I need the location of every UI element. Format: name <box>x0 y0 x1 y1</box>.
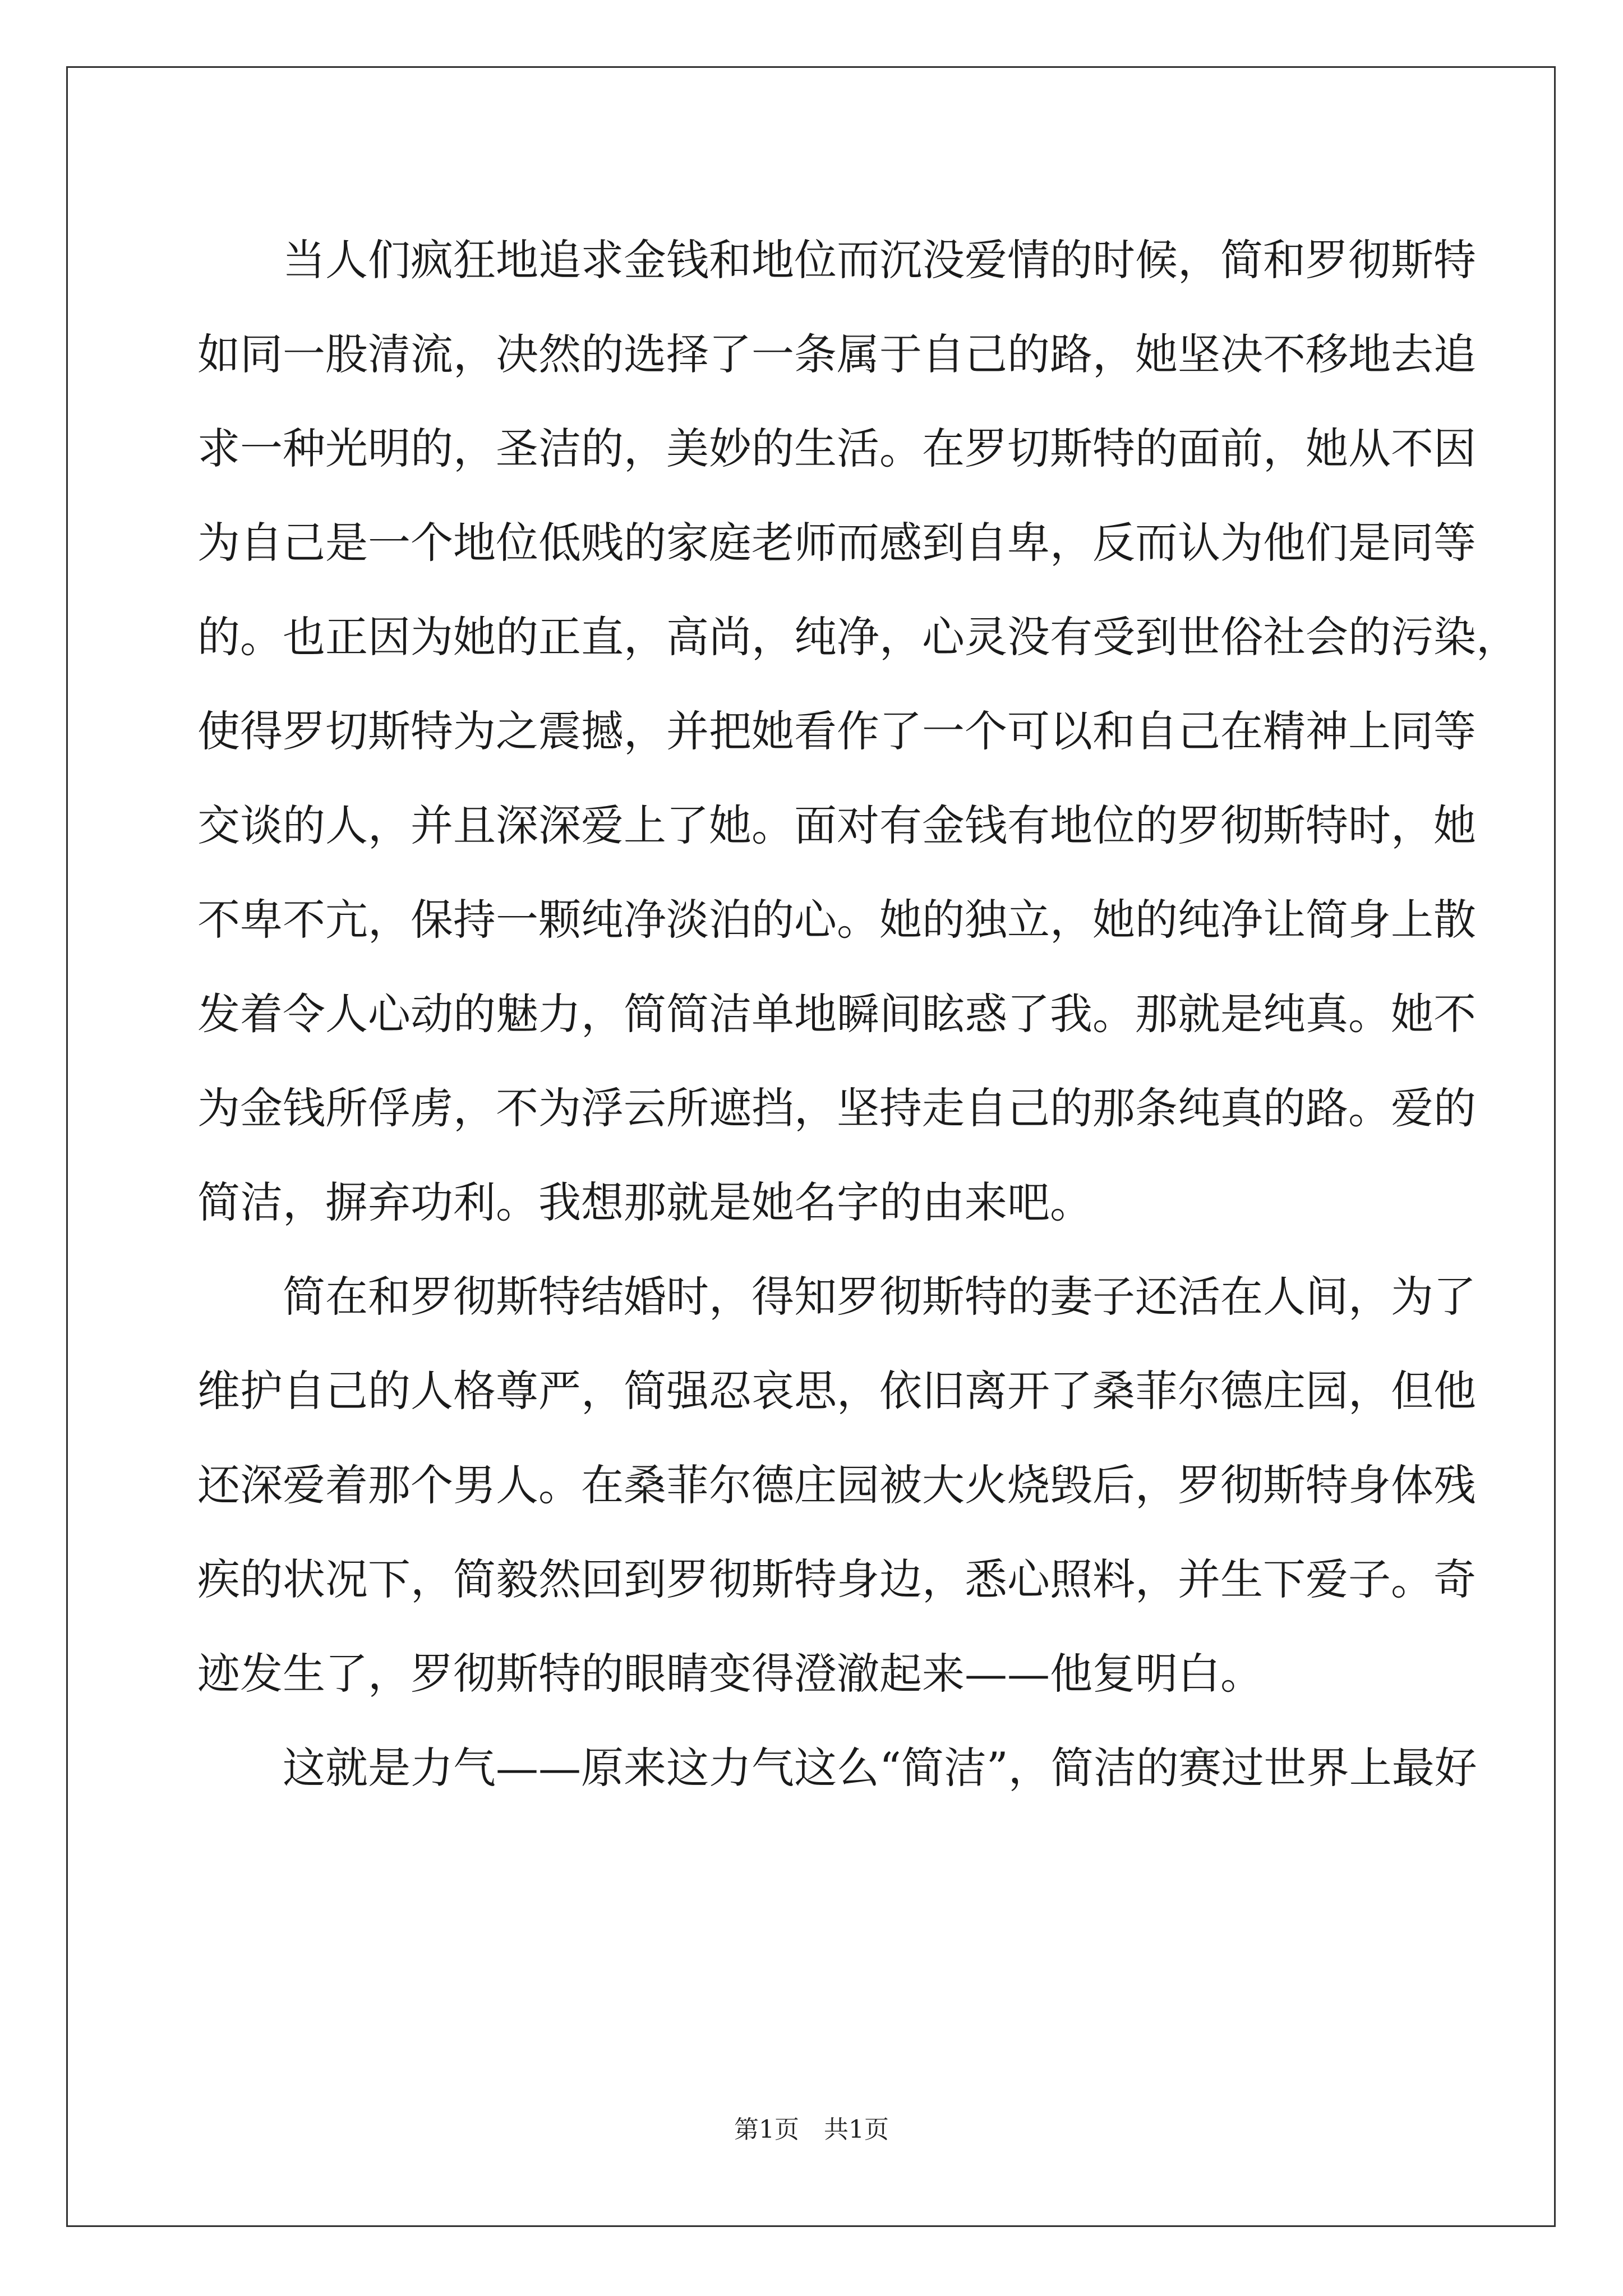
text-line: 交谈的人，并且深深爱上了她。面对有金钱有地位的罗彻斯特时，她 <box>197 800 1476 850</box>
text-line: 为自己是一个地位低贱的家庭老师而感到自卑，反而认为他们是同等 <box>197 518 1476 568</box>
text-line: 简洁，摒弃功利。我想那就是她名字的由来吧。 <box>197 1177 1092 1227</box>
text-line: 简在和罗彻斯特结婚时，得知罗彻斯特的妻子还活在人间，为了 <box>283 1272 1476 1322</box>
page-footer: 第1页 共1页 <box>734 2115 889 2144</box>
text-line: 如同一股清流，决然的选择了一条属于自己的路，她坚决不移地去追 <box>197 329 1476 379</box>
text-line: 维护自己的人格尊严，简强忍哀思，依旧离开了桑菲尔德庄园，但他 <box>197 1366 1476 1416</box>
text-line: 使得罗切斯特为之震撼，并把她看作了一个可以和自己在精神上同等 <box>197 706 1476 756</box>
text-line: 迹发生了，罗彻斯特的眼睛变得澄澈起来——他复明白。 <box>197 1649 1263 1699</box>
paragraph <box>197 213 1519 1250</box>
text-line: 不卑不亢，保持一颗纯净淡泊的心。她的独立，她的纯净让简身上散 <box>197 895 1476 945</box>
text-line: 这就是力气——原来这力气这么“简洁”，简洁的赛过世界上最好 <box>283 1743 1477 1793</box>
text-line: 还深爱着那个男人。在桑菲尔德庄园被大火烧毁后，罗彻斯特身体残 <box>197 1460 1476 1510</box>
text-line: 的。也正因为她的正直，高尚，纯净，心灵没有受到世俗社会的污染， <box>197 612 1519 662</box>
text-line: 当人们疯狂地追求金钱和地位而沉没爱情的时候，简和罗彻斯特 <box>283 235 1476 285</box>
paragraph <box>197 1250 1476 1721</box>
document-body <box>197 213 1519 1815</box>
text-line: 发着令人心动的魅力，简简洁单地瞬间眩惑了我。那就是纯真。她不 <box>197 989 1476 1039</box>
text-line: 疾的状况下，简毅然回到罗彻斯特身边，悉心照料，并生下爱子。奇 <box>197 1554 1476 1604</box>
text-line: 求一种光明的，圣洁的，美妙的生活。在罗切斯特的面前，她从不因 <box>197 424 1476 473</box>
paragraph <box>197 1721 1477 1815</box>
text-line: 为金钱所俘虏，不为浮云所遮挡，坚持走自己的那条纯真的路。爱的 <box>197 1083 1476 1133</box>
